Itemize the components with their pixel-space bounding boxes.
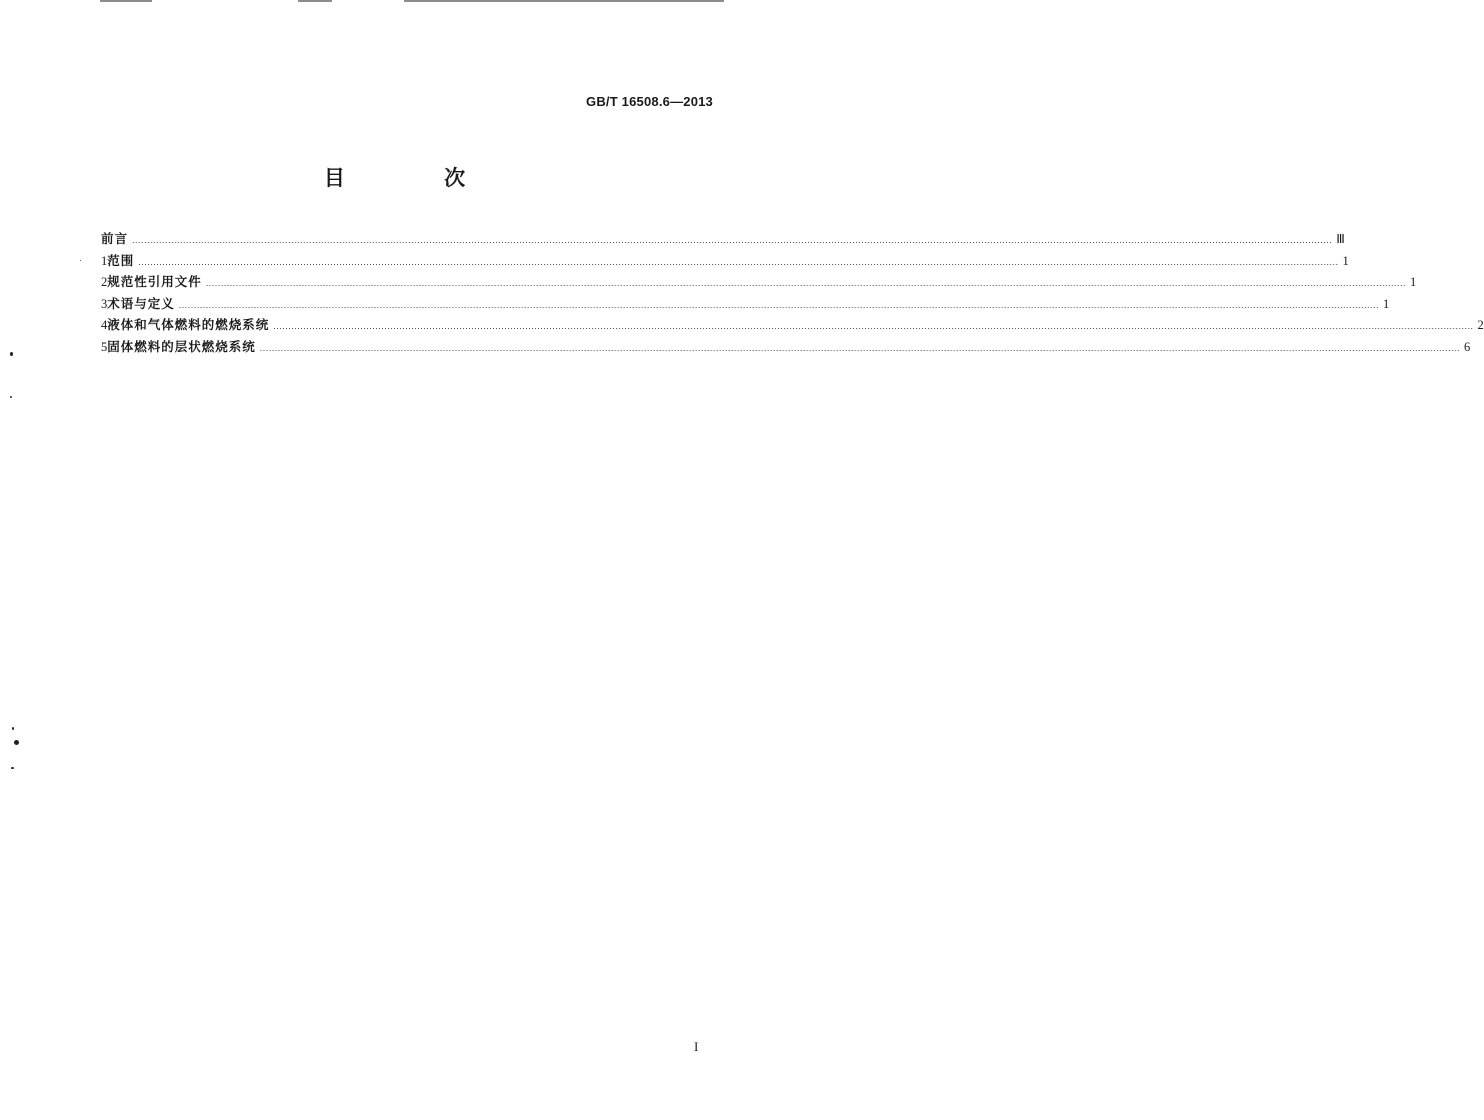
toc-entry-label: 规范性引用文件 <box>107 274 202 289</box>
dot-leader: ................................................................................................................................................................................................................................................................................................................................................................................................................ <box>205 278 1406 288</box>
toc-entry-number: 2 <box>101 275 108 289</box>
toc-entry-page: Ⅲ <box>1336 232 1345 246</box>
scan-edge-mark <box>298 0 332 2</box>
dot-leader: ................................................................................................................................................................................................................................................................................................................................................................................................................ <box>259 342 1460 353</box>
scan-edge-mark <box>100 0 152 2</box>
toc-entry-page: 2 <box>1477 318 1484 332</box>
scan-speck <box>80 260 81 261</box>
toc-entry-4[interactable] <box>101 315 1484 337</box>
toc-entry-page: 1 <box>1409 275 1417 289</box>
toc-entry-page: 1 <box>1342 253 1349 268</box>
toc-entry-1[interactable] <box>101 251 1349 273</box>
toc-entry-page: 1 <box>1382 296 1390 311</box>
toc-entry-foreword[interactable] <box>101 229 1345 251</box>
scan-speck <box>10 396 12 398</box>
toc-entry-number: 3 <box>101 296 108 311</box>
dot-leader: ................................................................................................................................................................................................................................................................................................................................................................................................................ <box>178 299 1379 310</box>
scan-speck <box>14 740 19 745</box>
table-of-contents <box>101 229 1484 358</box>
toc-entry-label: 固体燃料的层状燃烧系统 <box>107 338 256 354</box>
toc-entry-page: 6 <box>1463 339 1471 354</box>
dot-leader: ................................................................................................................................................................................................................................................................................................................................................................................................................ <box>132 235 1333 245</box>
toc-entry-number: 5 <box>101 339 108 354</box>
standard-number: GB/T 16508.6—2013 <box>586 94 713 109</box>
toc-entry-label: 液体和气体燃料的燃烧系统 <box>107 317 270 332</box>
toc-entry-3[interactable] <box>101 294 1390 316</box>
toc-entry-label: 前言 <box>101 231 129 246</box>
scan-speck <box>12 727 14 730</box>
toc-entry-2[interactable] <box>101 272 1417 294</box>
scan-speck <box>11 767 14 769</box>
page-number: I <box>694 1039 699 1054</box>
toc-entry-number: 1 <box>101 253 108 268</box>
scan-edge-mark <box>404 0 724 2</box>
toc-entry-label: 范围 <box>107 252 135 268</box>
dot-leader: ................................................................................................................................................................................................................................................................................................................................................................................................................ <box>138 256 1339 267</box>
page-title: 目 次 <box>323 166 512 190</box>
toc-entry-5[interactable] <box>101 337 1471 359</box>
dot-leader: ................................................................................................................................................................................................................................................................................................................................................................................................................ <box>273 321 1474 331</box>
scan-speck <box>10 352 13 356</box>
toc-entry-number: 4 <box>101 318 108 332</box>
toc-entry-label: 术语与定义 <box>107 295 175 311</box>
